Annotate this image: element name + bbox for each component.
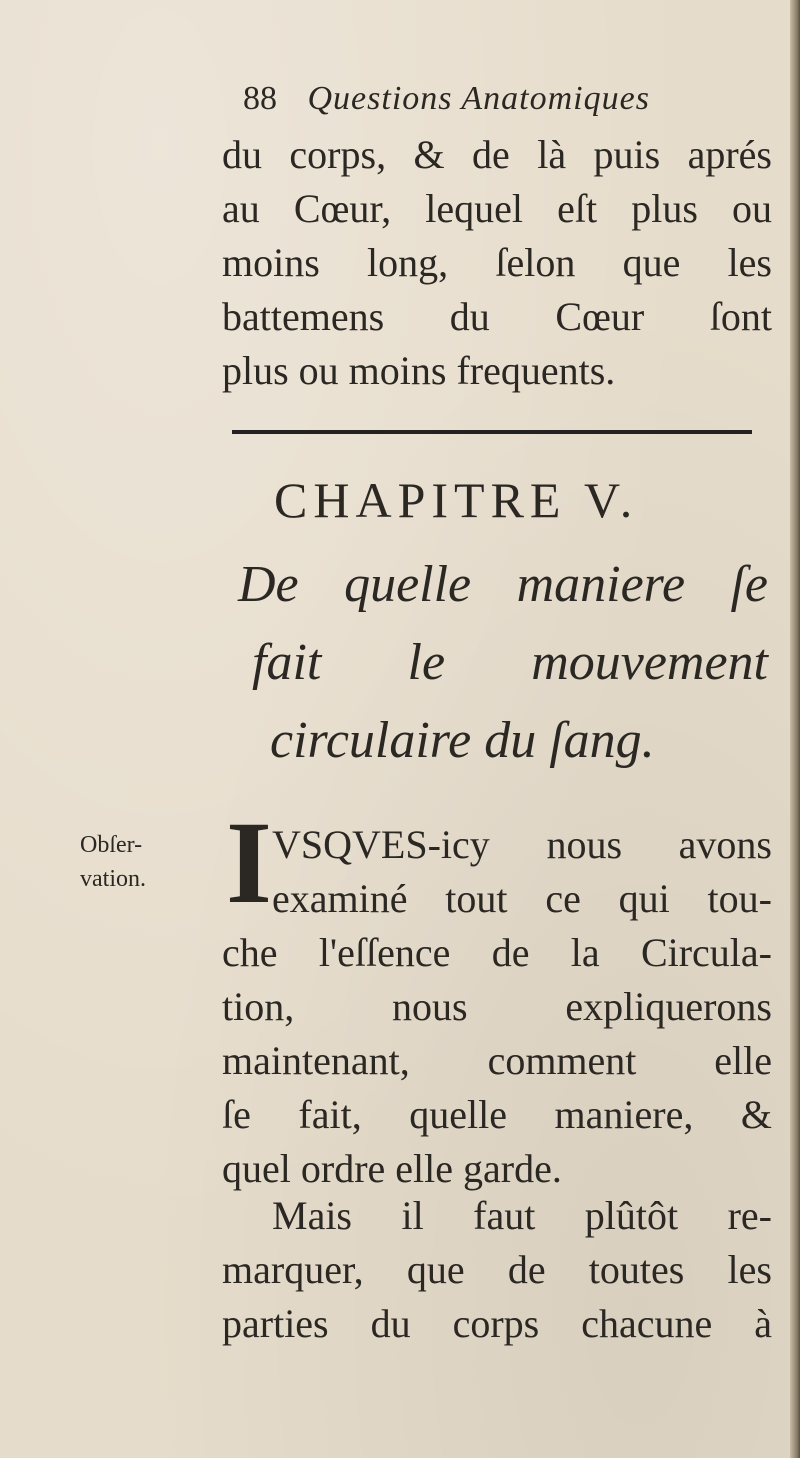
text-line: Mais il faut plûtôt re- [272, 1193, 772, 1238]
text-line: moins long, ſelon que les [222, 240, 772, 285]
subtitle-line: fait le mouvement [252, 634, 768, 691]
paragraph-main [222, 818, 772, 1196]
text-line: quel ordre elle garde. [222, 1146, 562, 1191]
marginal-note-line: vation. [80, 866, 146, 892]
marginal-note-line: Obſer- [80, 832, 143, 858]
text-line: battemens du Cœur ſont [222, 294, 772, 339]
chapter-subtitle [238, 546, 768, 780]
page-number: 88 [243, 80, 277, 117]
text-line: ſe fait, quelle maniere, & [222, 1092, 772, 1137]
text-line: tion, nous expliquerons [222, 984, 772, 1029]
text-line: examiné tout ce qui tou- [272, 876, 772, 921]
paragraph-continuation [222, 128, 772, 398]
paragraph-next [222, 1189, 772, 1351]
subtitle-line: circulaire du ſang. [270, 712, 655, 769]
drop-cap: I [226, 797, 272, 928]
text-line: maintenant, comment elle [222, 1038, 772, 1083]
text-line: marquer, que de toutes les [222, 1247, 772, 1292]
running-header [243, 80, 763, 130]
chapter-heading: CHAPITRE V. [274, 472, 639, 528]
page-edge [790, 0, 800, 1458]
section-divider [232, 430, 752, 434]
marginal-note [80, 828, 210, 896]
subtitle-line: De quelle maniere ſe [238, 556, 768, 613]
text-line: VSQVES-icy nous avons [272, 822, 772, 867]
running-title: Questions Anatomiques [307, 80, 650, 117]
text-line: du corps, & de là puis aprés [222, 132, 772, 177]
text-line: plus ou moins frequents. [222, 348, 616, 393]
text-line: parties du corps chacune à [222, 1301, 772, 1346]
text-line: au Cœur, lequel eſt plus ou [222, 186, 772, 231]
text-line: che l'eſſence de la Circula- [222, 930, 772, 975]
